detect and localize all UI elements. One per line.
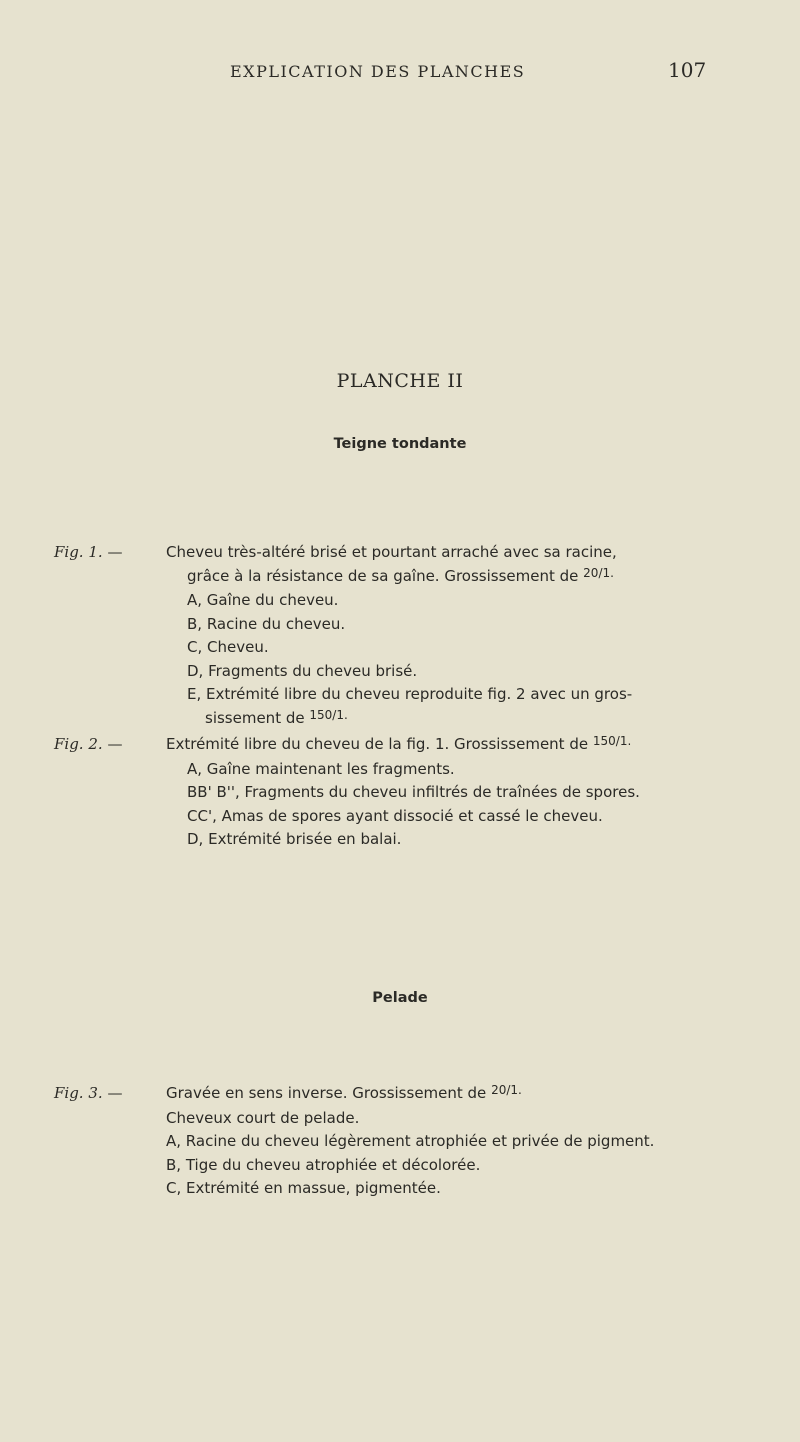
figure-1-magnification: 20/1. [583, 565, 614, 580]
figure-2-legend [54, 733, 756, 852]
figure-2-line-1: Extrémité libre du cheveu de la fig. 1. Grossissement de $^{150/1.}$ [166, 734, 632, 753]
figure-1-item-d: D, Fragments du cheveu brisé. [187, 661, 418, 680]
section-title-teigne: Teigne tondante [333, 436, 467, 452]
figure-1-item-e: E, Extrémité libre du cheveu reproduite fig. 2 avec un gros- [187, 685, 633, 703]
figure-3-label: Fig. 3. — [54, 1084, 123, 1102]
figure-3-magnification: 20/1. [491, 1083, 522, 1097]
figure-1-item-magnification: 150/1. [309, 707, 348, 722]
figure-1-item-b: B, Racine du cheveu. [187, 614, 346, 633]
figure-1-label: Fig. 1. — [54, 543, 123, 561]
figure-1-line-2: grâce à la résistance de sa gaîne. Grossissement de $^{20/1.}$ [187, 565, 614, 585]
figure-1-legend [54, 541, 756, 731]
plate-title: PLANCHE II [336, 370, 464, 392]
figure-1-item-c: C, Cheveu. [187, 638, 269, 656]
figure-1-line-1: Cheveu très-altéré brisé et pourtant arraché avec sa racine, [166, 543, 617, 561]
figure-3-legend [54, 1082, 756, 1201]
figure-3-line-1: Gravée en sens inverse. Grossissement de $^{20/1.}$ [166, 1083, 522, 1102]
figure-2-item-bb: BB' B'', Fragments du cheveu infiltrés de traînées de spores. [187, 783, 640, 801]
figure-2-item-a: A, Gaîne maintenant les fragments. [187, 759, 455, 778]
figure-2-item-d: D, Extrémité brisée en balai. [187, 830, 402, 848]
figure-3-item-a: A, Racine du cheveu légèrement atrophiée et privée de pigment. [166, 1132, 655, 1150]
section-title-pelade: Pelade [372, 990, 428, 1006]
running-head: EXPLICATION DES PLANCHES [230, 62, 526, 81]
figure-2-magnification: 150/1. [592, 734, 632, 748]
figure-2-label: Fig. 2. — [54, 735, 123, 753]
page-number: 107 [668, 58, 707, 82]
figure-3-item-intro: Cheveux court de pelade. [166, 1108, 360, 1127]
figure-3-item-c: C, Extrémité en massue, pigmentée. [166, 1179, 441, 1197]
figure-3-item-b: B, Tige du cheveu atrophiée et décolorée. [166, 1155, 481, 1174]
figure-1-item-e-cont: sissement de $^{150/1.}$ [205, 707, 348, 727]
figure-2-item-cc: CC', Amas de spores ayant dissocié et cassé le cheveu. [187, 806, 603, 825]
figure-1-item-a: A, Gaîne du cheveu. [187, 591, 339, 609]
